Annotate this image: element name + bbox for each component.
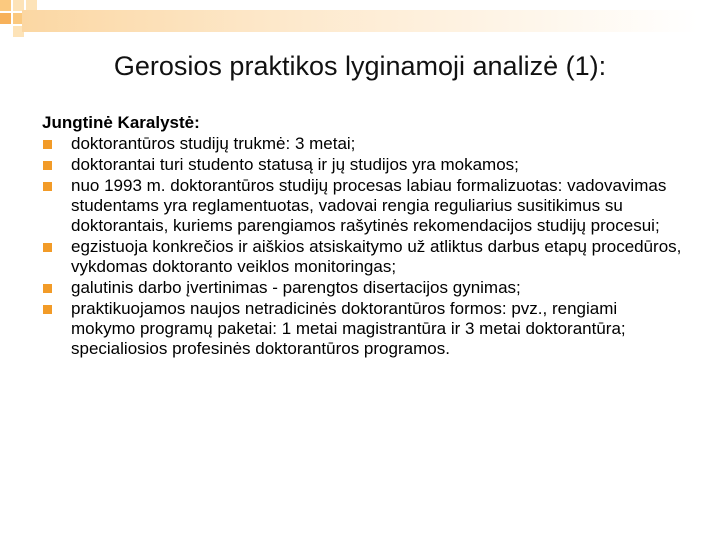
square-bullet-icon bbox=[43, 161, 52, 170]
corner-square bbox=[0, 0, 11, 11]
square-bullet-icon bbox=[43, 243, 52, 252]
list-item bbox=[42, 237, 682, 277]
corner-square bbox=[0, 13, 11, 24]
list-item bbox=[42, 134, 682, 154]
list-item-text: nuo 1993 m. doktorantūros studijų procesas labiau formalizuotas: vadovavimas studentams yra reglamentuotas, vadovai rengia reguliarius susitikimus su doktorantais, kuriems parengiamos rašytinės rekomendacijos studijų procesui; bbox=[71, 176, 667, 235]
list-item bbox=[42, 155, 682, 175]
list-item bbox=[42, 278, 682, 298]
list-item bbox=[42, 299, 682, 359]
header-gradient-bar bbox=[22, 10, 698, 32]
square-bullet-icon bbox=[43, 182, 52, 191]
square-bullet-icon bbox=[43, 140, 52, 149]
section-heading: Jungtinė Karalystė: bbox=[42, 113, 200, 132]
list-item-text: doktorantūros studijų trukmė: 3 metai; bbox=[71, 134, 356, 153]
slide-body bbox=[42, 113, 682, 360]
slide-title: Gerosios praktikos lyginamoji analizė (1): bbox=[113, 51, 607, 81]
square-bullet-icon bbox=[43, 305, 52, 314]
list-item-text: egzistuoja konkrečios ir aiškios atsiskaitymo už atliktus darbus etapų procedūros, vykdomas doktoranto veiklos monitoringas; bbox=[71, 237, 682, 276]
list-item-text: galutinis darbo įvertinimas - parengtos disertacijos gynimas; bbox=[71, 278, 521, 297]
list-item bbox=[42, 176, 682, 236]
list-item-text: doktorantai turi studento statusą ir jų studijos yra mokamos; bbox=[71, 155, 519, 174]
square-bullet-icon bbox=[43, 284, 52, 293]
list-item-text: praktikuojamos naujos netradicinės doktorantūros formos: pvz., rengiami mokymo programų paketai: 1 metai magistrantūra ir 3 metai doktorantūra; specialiosios profesinės doktorantūros programos. bbox=[71, 299, 626, 358]
bullet-list bbox=[42, 134, 682, 359]
